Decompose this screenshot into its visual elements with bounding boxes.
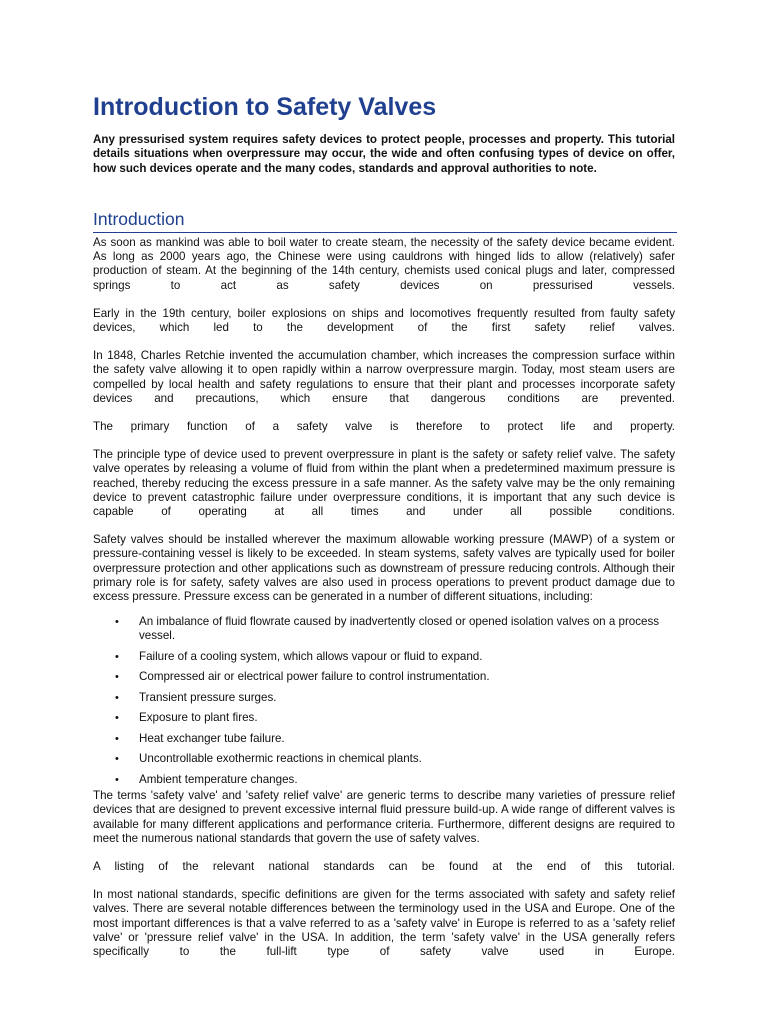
- list-item: • Failure of a cooling system, which allows vapour or fluid to expand.: [115, 649, 483, 663]
- paragraph-1: As soon as mankind was able to boil water to create steam, the necessity of the safety device became evident. As long as 2000 years ago, the Chinese were using cauldrons with hinged lids to allow (relatively) safer production of steam. At the beginning of the 14th century, chemists used conical plugs and later, compressed springs to act as safety devices on pressurised vessels.: [93, 236, 675, 292]
- paragraph-9: In most national standards, specific definitions are given for the terms associated with safety and safety relief valves. There are several notable differences between the terminology used in the USA and Europe. One of the most important differences is that a valve referred to as a 'safety valve' in Europe is referred to as a 'safety relief valve' or 'pressure relief valve' in the USA. In addition, the term 'safety valve' in the USA generally refers specifically to the full-lift type of safety valve used in Europe.: [93, 888, 675, 958]
- paragraph-4: The primary function of a safety valve is therefore to protect life and property.: [93, 420, 675, 434]
- bullet-icon: •: [115, 773, 119, 786]
- bullet-icon: •: [115, 753, 119, 766]
- bullet-icon: •: [115, 650, 119, 663]
- list-item: • Heat exchanger tube failure.: [115, 731, 285, 745]
- bullet-icon: •: [115, 616, 119, 629]
- bullet-icon: •: [115, 732, 119, 745]
- paragraph-7: The terms 'safety valve' and 'safety relief valve' are generic terms to describe many varieties of pressure relief devices that are designed to prevent excessive internal fluid pressure build-up. A wide range of different valves is available for many different applications and performance criteria. Furthermore, different designs are required to meet the numerous national standards that govern the use of safety valves.: [93, 789, 675, 845]
- bullet-icon: •: [115, 691, 119, 704]
- list-item: • Ambient temperature changes.: [115, 772, 298, 786]
- lead-paragraph: Any pressurised system requires safety devices to protect people, processes and property. This tutorial details situations when overpressure may occur, the wide and often confusing types of device on offer, how such devices operate and the many codes, standards and approval authorities to note.: [93, 133, 675, 175]
- section-heading-introduction: Introduction: [93, 208, 677, 233]
- paragraph-8: A listing of the relevant national standards can be found at the end of this tutorial.: [93, 859, 675, 873]
- paragraph-6: Safety valves should be installed wherever the maximum allowable working pressure (MAWP) of a system or pressure-containing vessel is likely to be exceeded. In steam systems, safety valves are typically used for boiler overpressure protection and other applications such as downstream of pressure reducing controls. Although their primary role is for safety, safety valves are also used in process operations to prevent product damage due to excess pressure. Pressure excess can be generated in a number of different situations, including:: [93, 533, 675, 604]
- list-item: • Compressed air or electrical power failure to control instrumentation.: [115, 670, 490, 684]
- paragraph-2: Early in the 19th century, boiler explosions on ships and locomotives frequently resulted from faulty safety devices, which led to the development of the first safety relief valves.: [93, 306, 675, 335]
- list-item: • Transient pressure surges.: [115, 690, 277, 704]
- bullet-icon: •: [115, 712, 119, 725]
- bullet-icon: •: [115, 671, 119, 684]
- list-item: • An imbalance of fluid flowrate caused by inadvertently closed or opened isolation valves on a process vessel.: [115, 615, 660, 643]
- list-item: • Exposure to plant fires.: [115, 711, 258, 725]
- body-text: [93, 236, 675, 973]
- paragraph-5: The principle type of device used to prevent overpressure in plant is the safety or safety relief valve. The safety valve operates by releasing a volume of fluid from within the plant when a predetermined maximum pressure is reached, thereby reducing the excess pressure in a safe manner. As the safety valve may be the only remaining device to prevent catastrophic failure under overpressure conditions, it is important that any such device is capable of operating at all times and under all possible conditions.: [93, 448, 675, 519]
- pressure-excess-list: [93, 615, 675, 787]
- page-title: Introduction to Safety Valves: [93, 93, 437, 121]
- list-item: • Uncontrollable exothermic reactions in chemical plants.: [115, 752, 422, 766]
- paragraph-3: In 1848, Charles Retchie invented the accumulation chamber, which increases the compression surface within the safety valve allowing it to open rapidly within a narrow overpressure margin. Today, most steam users are compelled by local health and safety regulations to ensure that their plant and processes incorporate safety devices and precautions, which ensure that dangerous conditions are prevented.: [93, 349, 675, 405]
